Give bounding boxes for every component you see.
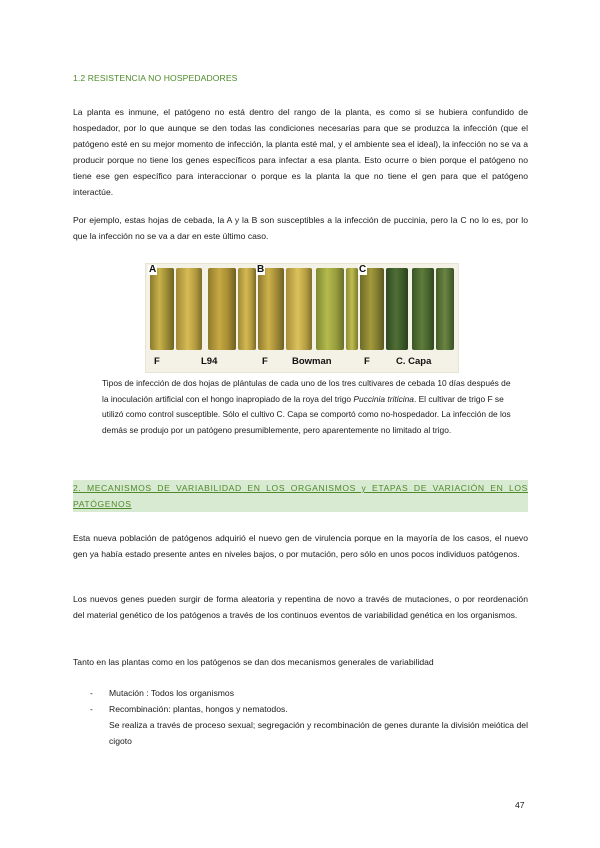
panel-c-label-left: F <box>364 356 370 367</box>
panel-letter-c: C <box>359 264 367 275</box>
section-heading-mecanismos: 2. MECANISMOS DE VARIABILIDAD EN LOS ORGANISMOS y ETAPAS DE VARIACIÓN EN LOS PATÓGENOS <box>73 480 528 512</box>
panel-a-label-left: F <box>154 356 160 367</box>
paragraph-inmune: La planta es inmune, el patógeno no está dentro del rango de la planta, es como si se hubiera confundido de hospedador, por lo que aunque se den todas las condiciones necesarias para que se produzca la infección (que el patógeno esté en su mejor momento de infección, la planta esté mal, y el ambiente sea el ideal), la infección no se va a producir porque no tiene los genes específicos para infectar a esa planta. Esto ocurre o bien porque el patógeno no tiene ese gen específico para interaccionar o porque es la planta la que no tiene el gen para que el patógeno interactúe. <box>73 107 528 197</box>
leaf-image <box>360 268 384 350</box>
leaf-image <box>436 268 454 350</box>
leaf-image <box>176 268 202 350</box>
barley-leaves-figure <box>145 263 459 373</box>
list-bullet: - <box>90 688 93 698</box>
paragraph-ejemplo-cebada: Por ejemplo, estas hojas de cebada, la A y la B son susceptibles a la infección de puccinia, pero la C no lo es, por lo que la infección no se va a dar en este último caso. <box>73 215 528 241</box>
leaf-image <box>150 268 174 350</box>
leaf-image <box>316 268 344 350</box>
leaf-image <box>286 268 312 350</box>
variability-list <box>73 685 528 746</box>
leaf-image <box>346 268 358 350</box>
panel-a-label-right: L94 <box>201 356 218 367</box>
leaf-image <box>412 268 434 350</box>
caption-species: Puccinia triticina <box>353 393 414 404</box>
list-item <box>73 685 528 701</box>
page-number: 47 <box>515 800 525 810</box>
list-item-continuation: Se realiza a través de proceso sexual; segregación y recombinación de genes durante la división meiótica del cigoto <box>109 720 528 746</box>
section-heading-resistencia: 1.2 RESISTENCIA NO HOSPEDADORES <box>73 73 238 83</box>
paragraph-nueva-poblacion: Esta nueva población de patógenos adquirió el nuevo gen de virulencia porque en la mayoría de los casos, el nuevo gen ya había estado presente antes en niveles bajos, o por mutación, pero sólo en unos pocos individuos patógenos. <box>73 533 528 559</box>
leaf-image <box>386 268 408 350</box>
paragraph-mecanismos-generales: Tanto en las plantas como en los patógenos se dan dos mecanismos generales de variabilidad <box>73 657 434 667</box>
panel-letter-a: A <box>149 264 157 275</box>
leaf-image <box>258 268 284 350</box>
panel-b-label-right: Bowman <box>292 356 332 367</box>
panel-c-label-right: C. Capa <box>396 356 432 367</box>
caption-text-end: . El cultivar de trigo F se utilizó como control susceptible. Sólo el cultivo C. Capa se comportó como no-hospedador. La infección de los demás se produjo por un patógeno presumiblemente, pero aparentemente no limitado al trigo. <box>102 393 511 435</box>
panel-letter-b: B <box>257 264 265 275</box>
list-item-text: Recombinación: plantas, hongos y nematodos. <box>109 704 288 714</box>
list-bullet: - <box>90 704 93 714</box>
figure-caption <box>102 376 512 438</box>
caption-text: Tipos de infección de dos hojas de plántulas de cada uno de los tres cultivares de cebada 10 días después de la inoculación artificial con el hongo inapropiado de la roya del trigo <box>102 378 511 404</box>
paragraph-nuevos-genes: Los nuevos genes pueden surgir de forma aleatoria y repentina de novo a través de mutaciones, o por reordenación del material genético de los patógenos a través de los continuos eventos de variabilidad genética en los organismos. <box>73 594 528 620</box>
leaf-image <box>208 268 236 350</box>
list-item-text: Mutación : Todos los organismos <box>109 688 234 698</box>
panel-b-label-left: F <box>262 356 268 367</box>
list-item <box>73 701 528 717</box>
leaf-image <box>238 268 256 350</box>
